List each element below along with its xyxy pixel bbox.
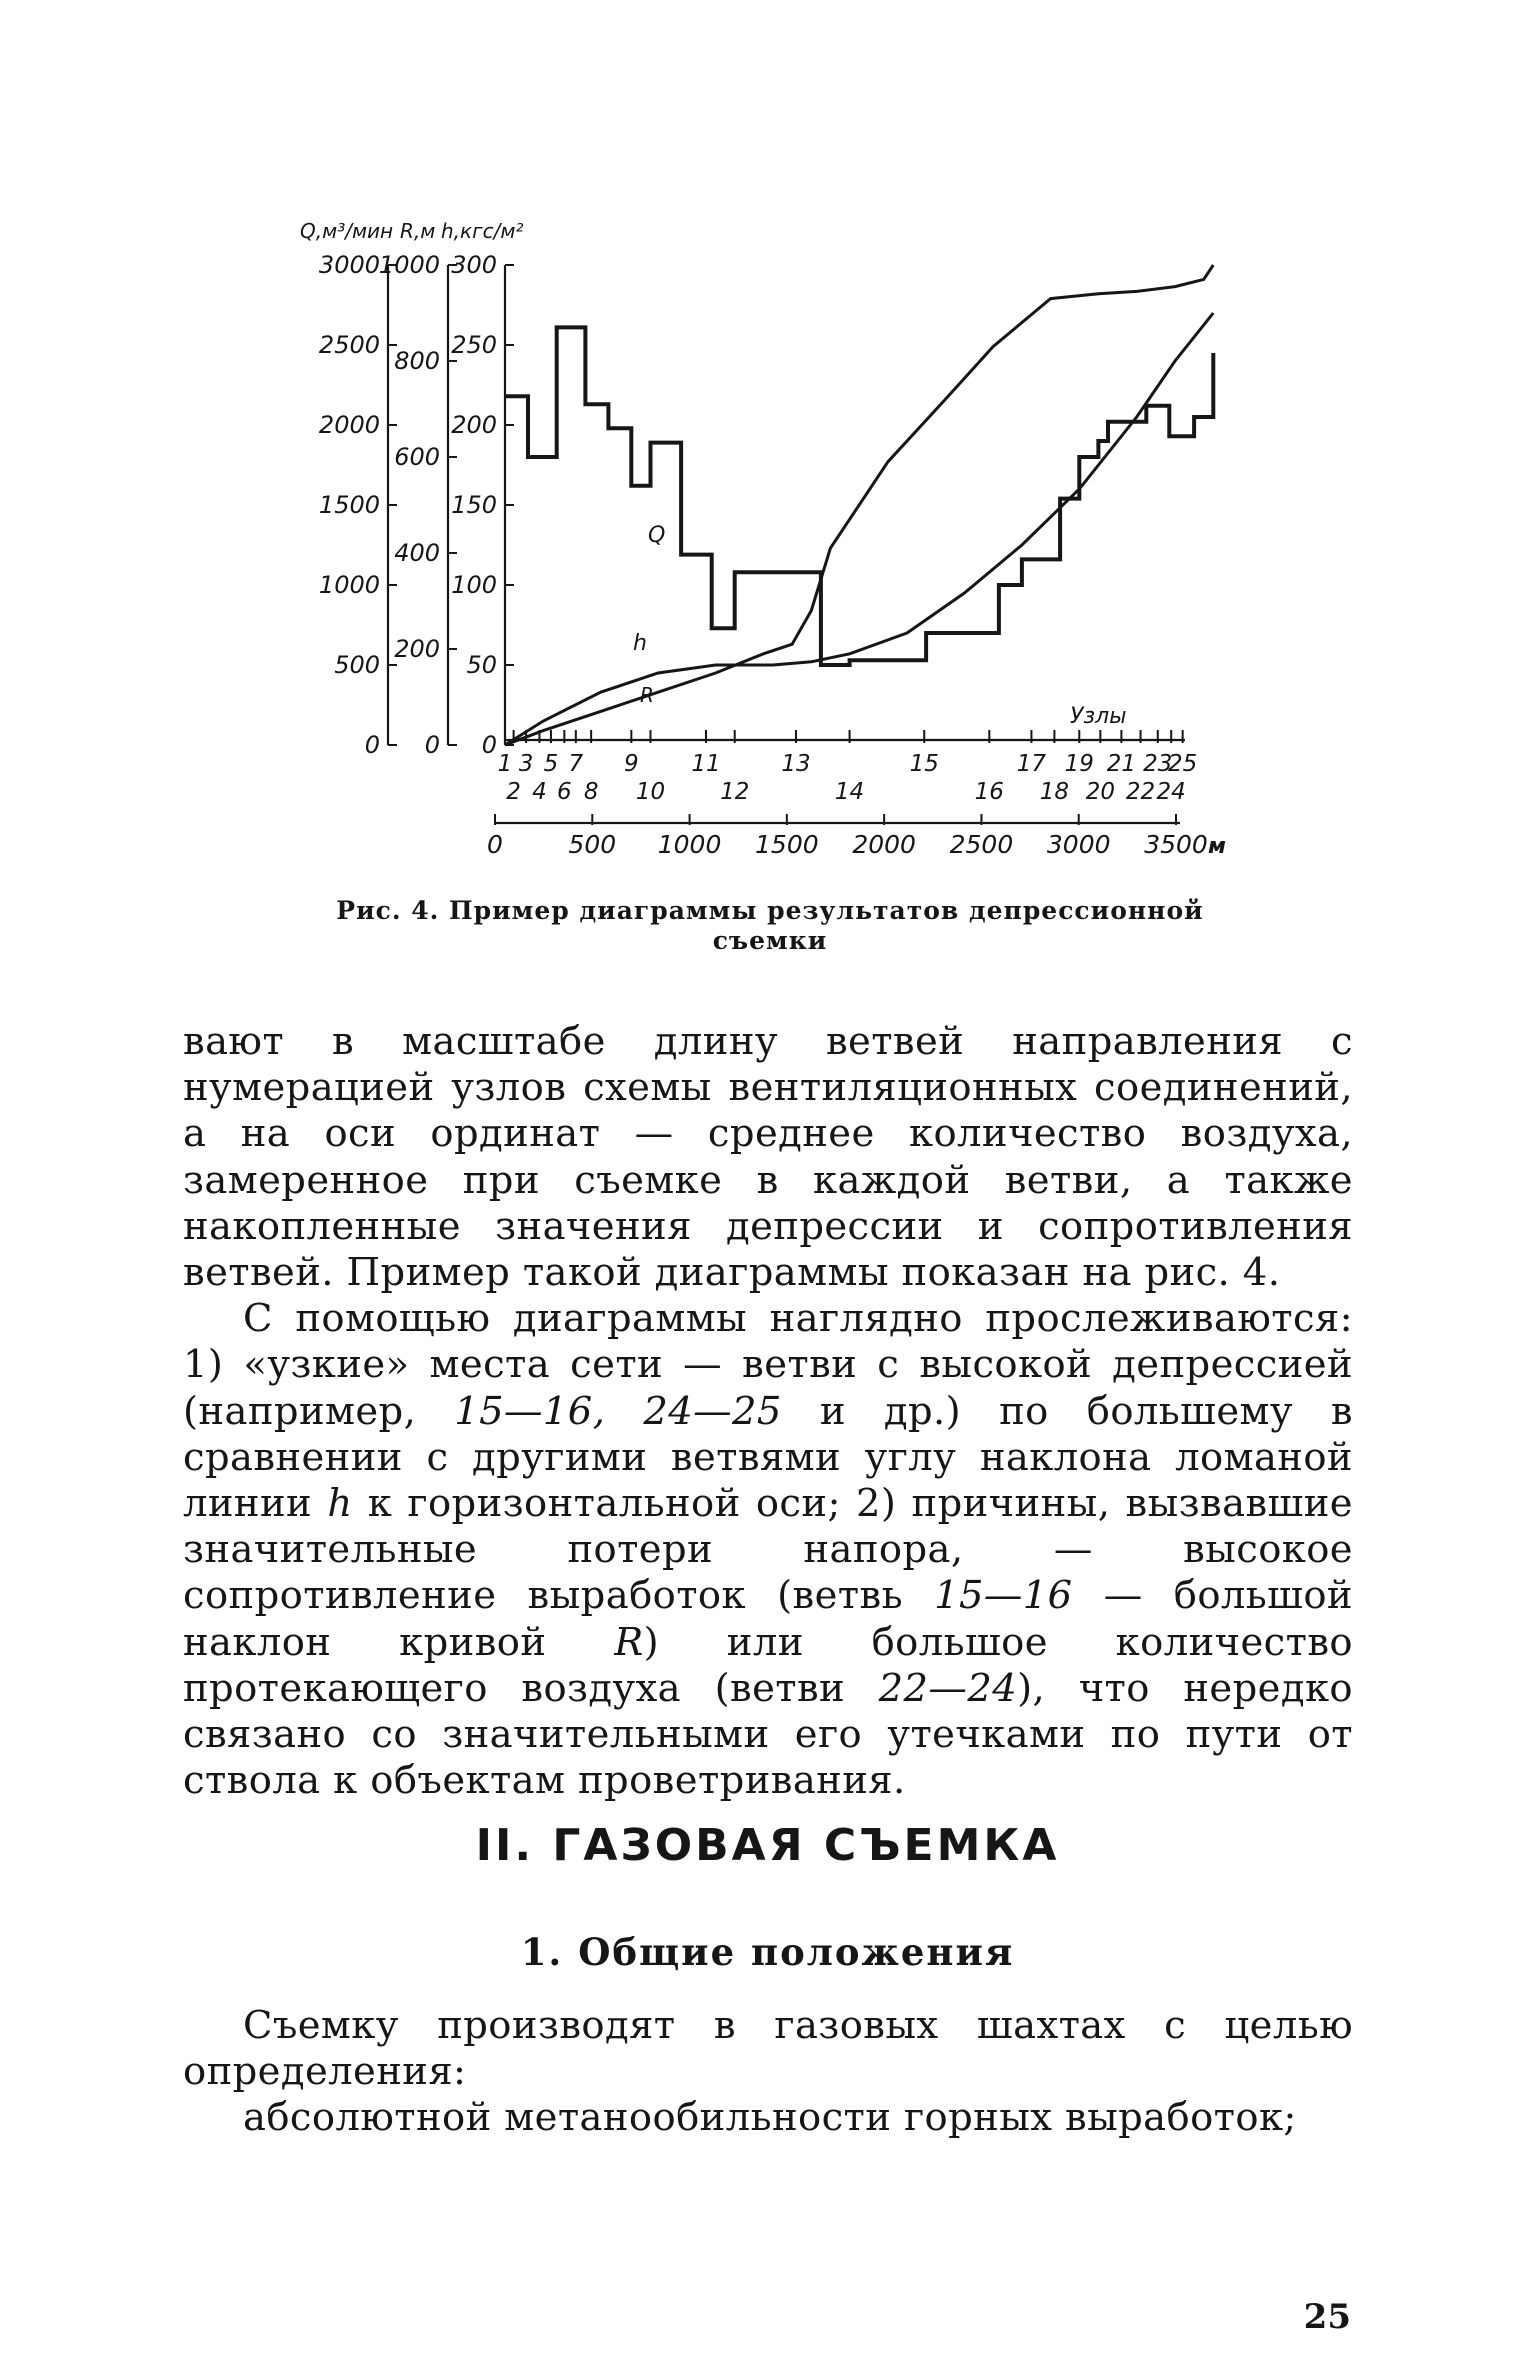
y-tick-label: 0 bbox=[424, 731, 440, 759]
y-tick-label: 3000 bbox=[318, 251, 380, 279]
chart-tick-labels bbox=[319, 251, 1208, 859]
y-tick-label: 0 bbox=[364, 731, 380, 759]
para2-italic-3: 15—16 bbox=[934, 1573, 1073, 1619]
distance-tick-label: 2500 bbox=[949, 830, 1014, 859]
series-line-h bbox=[505, 313, 1213, 745]
y-tick-label: 100 bbox=[451, 571, 497, 599]
y-axis-title-r: R,м bbox=[400, 219, 436, 243]
node-label-odd: 7 bbox=[568, 751, 584, 777]
node-label-odd: 1 bbox=[497, 751, 513, 777]
y-tick-label: 1000 bbox=[378, 251, 440, 279]
y-tick-label: 200 bbox=[451, 411, 497, 439]
node-label-even: 14 bbox=[834, 779, 865, 805]
y-tick-label: 400 bbox=[394, 539, 440, 567]
chart-series bbox=[505, 265, 1213, 745]
para2-italic-5: 22—24 bbox=[878, 1665, 1018, 1711]
node-label-odd: 21 bbox=[1106, 751, 1137, 777]
paragraph-2 bbox=[183, 1296, 1353, 1804]
section-heading: II. ГАЗОВАЯ СЪЕМКА bbox=[475, 1820, 1060, 1871]
node-label-odd: 15 bbox=[909, 751, 939, 777]
page-number: 25 bbox=[1303, 2297, 1351, 2337]
y-tick-label: 500 bbox=[334, 651, 380, 679]
y-tick-label: 2500 bbox=[318, 331, 380, 359]
node-label-even: 8 bbox=[583, 779, 599, 805]
node-label-odd: 13 bbox=[781, 751, 811, 777]
para2-text-6: ), что нередко связано со значительными его утечками по пути от ствола к объектам проветривания. bbox=[183, 1665, 1353, 1804]
node-label-even: 10 bbox=[635, 779, 666, 805]
distance-tick-label: 1500 bbox=[755, 830, 819, 859]
distance-tick-label: 2000 bbox=[852, 830, 916, 859]
section-body bbox=[183, 2003, 1353, 2142]
para2-italic-2: h bbox=[327, 1481, 353, 1527]
y-axis-title-q: Q,м³/мин bbox=[300, 219, 394, 243]
node-label-odd: 3 bbox=[518, 751, 534, 777]
section-list-line: абсолютной метанообильности горных выработок; bbox=[243, 2095, 1297, 2141]
node-label-even: 16 bbox=[974, 779, 1004, 805]
para2-text-1: С помощью диаграммы наглядно прослеживаются: 1) «узкие» места сети — ветви с высокой депрессией (например, bbox=[183, 1296, 1353, 1434]
node-label-odd: 9 bbox=[624, 751, 639, 777]
y-tick-label: 2000 bbox=[318, 411, 380, 439]
y-tick-label: 50 bbox=[466, 651, 497, 679]
node-label-even: 18 bbox=[1039, 779, 1070, 805]
series-label-h: h bbox=[633, 631, 647, 656]
y-axis-title-h: h,кгс/м² bbox=[441, 219, 524, 243]
x-axis-unit: м bbox=[1208, 834, 1226, 859]
node-label-odd: 5 bbox=[543, 751, 559, 777]
depression-survey-chart bbox=[0, 0, 1535, 880]
subsection-heading: 1. Общие положения bbox=[520, 1930, 1015, 1974]
node-label-even: 22 bbox=[1125, 779, 1156, 805]
node-label-odd: 19 bbox=[1064, 751, 1094, 777]
y-tick-label: 1500 bbox=[318, 491, 380, 519]
para2-text-5: ) или большое количество протекающего воздуха (ветви bbox=[183, 1619, 1353, 1711]
para2-text-2: и др.) по большему в сравнении с другими ветвями углу наклона ломаной линии bbox=[183, 1388, 1353, 1527]
y-tick-label: 0 bbox=[481, 731, 497, 759]
node-label-odd: 17 bbox=[1016, 751, 1047, 777]
y-tick-label: 150 bbox=[451, 491, 497, 519]
y-tick-label: 1000 bbox=[318, 571, 380, 599]
para2-italic-4: R bbox=[614, 1619, 644, 1665]
node-label-odd: 11 bbox=[691, 751, 721, 777]
figure-caption: Рис. 4. Пример диаграммы результатов депрессионной съемки bbox=[336, 896, 1204, 955]
chart-axes bbox=[388, 265, 1185, 825]
y-tick-label: 250 bbox=[451, 331, 497, 359]
distance-tick-label: 500 bbox=[568, 830, 617, 859]
nodes-axis-title: Узлы bbox=[1070, 704, 1127, 729]
node-label-even: 6 bbox=[557, 779, 572, 805]
distance-tick-label: 3500 bbox=[1144, 830, 1208, 859]
series-line-R bbox=[505, 265, 1213, 745]
series-label-r: R bbox=[640, 683, 654, 707]
body-text bbox=[183, 1019, 1353, 1804]
node-label-odd: 25 bbox=[1168, 751, 1198, 777]
node-label-even: 12 bbox=[720, 779, 750, 805]
distance-tick-label: 1000 bbox=[657, 830, 722, 859]
para2-italic-1: 15—16, 24—25 bbox=[454, 1388, 782, 1434]
para2-text-3: к горизонтальной оси; 2) причины, вызвавшие значительные потери напора, — высокое сопротивление выработок (ветвь bbox=[183, 1481, 1353, 1619]
distance-tick-label: 0 bbox=[487, 830, 503, 859]
node-label-even: 20 bbox=[1085, 779, 1115, 805]
section-paragraph: Съемку производят в газовых шахтах с целью определения: bbox=[183, 2003, 1353, 2095]
node-label-odd: 23 bbox=[1143, 751, 1173, 777]
series-line-Q bbox=[505, 327, 1213, 665]
y-tick-label: 600 bbox=[394, 443, 440, 471]
y-tick-label: 200 bbox=[394, 635, 440, 663]
node-label-even: 4 bbox=[532, 779, 547, 805]
series-label-q: Q bbox=[648, 523, 666, 548]
y-tick-label: 800 bbox=[394, 347, 440, 375]
node-label-even: 2 bbox=[506, 779, 521, 805]
para2-text-4: — большой наклон кривой bbox=[183, 1573, 1353, 1665]
distance-tick-label: 3000 bbox=[1046, 830, 1111, 859]
y-tick-label: 300 bbox=[451, 251, 497, 279]
node-label-even: 24 bbox=[1156, 779, 1186, 805]
paragraph-1: вают в масштабе длину ветвей направления с нумерацией узлов схемы вентиляционных соединений, а на оси ординат — среднее количество воздуха, замеренное при съемке в каждой ветви, а также накопленные значения депрессии и сопротивления ветвей. Пример такой диаграммы показан на рис. 4. bbox=[183, 1019, 1353, 1296]
